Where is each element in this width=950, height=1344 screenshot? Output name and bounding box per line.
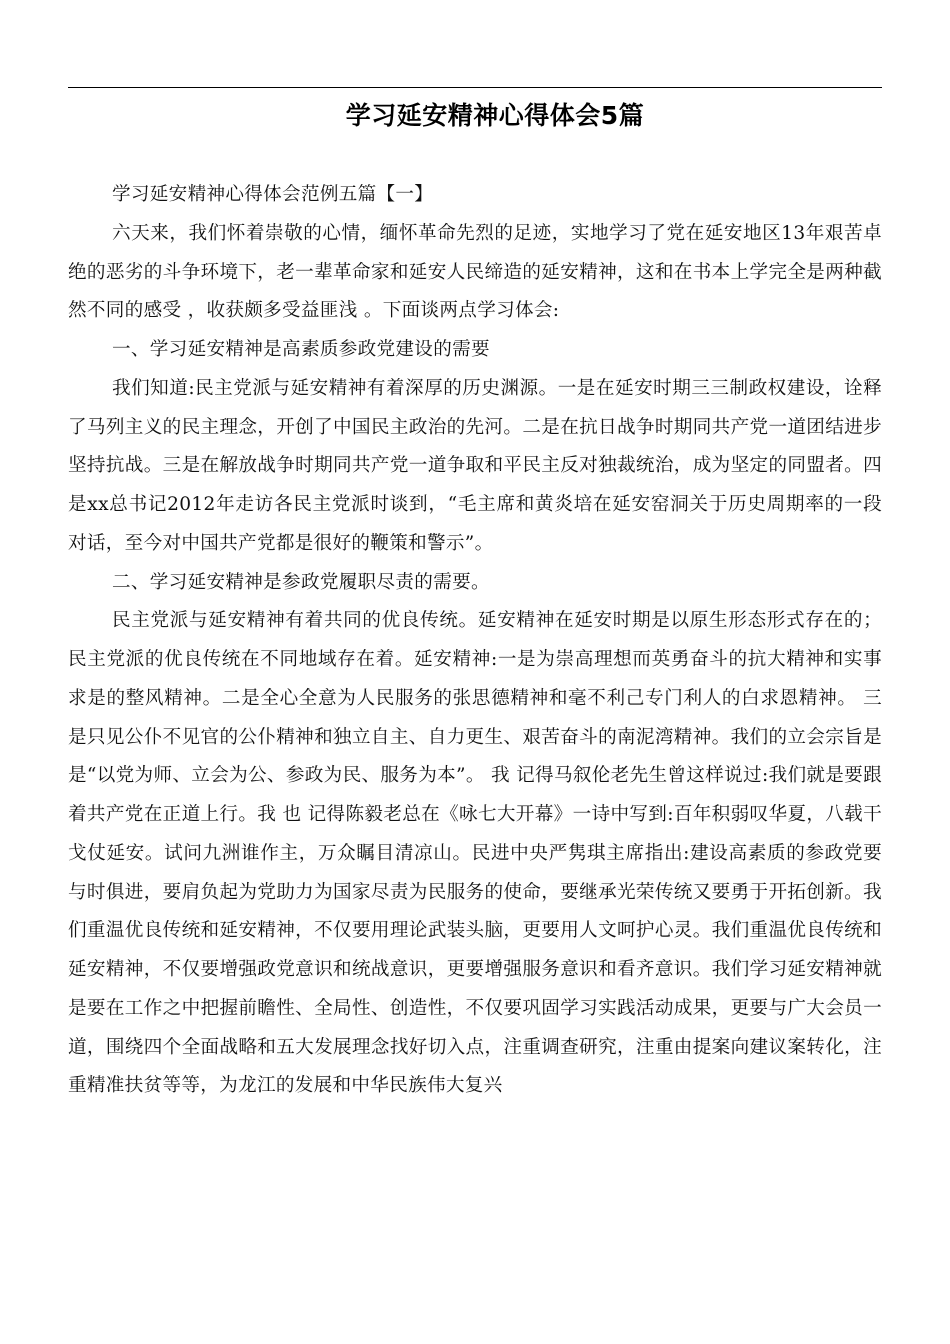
section-heading-point-one: 一、学习延安精神是高素质参政党建设的需要: [112, 339, 490, 360]
document-body: [68, 176, 882, 1106]
paragraph-intro: 六天来，我们怀着崇敬的心情，缅怀革命先烈的足迹，实地学习了党在延安地区13年艰苦卓绝的恶劣的斗争环境下，老一辈革命家和延安人民缔造的延安精神，这和在书本上学完全是两种截然不同的感受 ，收获颇多受益匪浅 。下面谈两点学习体会:: [68, 222, 882, 322]
document-title: 学习延安精神心得体会5篇: [345, 101, 645, 130]
paragraph-point-one: 我们知道:民主党派与延安精神有着深厚的历史渊源。一是在延安时期三三制政权建设，诠释了马列主义的民主理念，开创了中国民主政治的先河。二是在抗日战争时期同共产党一道团结进步坚持抗战。三是在解放战争时期同共产党一道争取和平民主反对独裁统治，成为坚定的同盟者。四是xx总书记2012年走访各民主党派时谈到，“毛主席和黄炎培在延安窑洞关于历史周期率的一段对话，至今对中国共产党都是很好的鞭策和警示”。: [68, 377, 882, 554]
section-heading-point-two: 二、学习延安精神是参政党履职尽责的需要。: [112, 571, 490, 593]
section-heading-example-one: 学习延安精神心得体会范例五篇【一】: [112, 184, 434, 205]
header-rule: [68, 87, 882, 88]
paragraph-point-two: 民主党派与延安精神有着共同的优良传统。延安精神在延安时期是以原生形态形式存在的；民主党派的优良传统在不同地域存在着。延安精神:一是为崇高理想而英勇奋斗的抗大精神和实事求是的整风精神。二是全心全意为人民服务的张思德精神和毫不利己专门利人的白求恩精神。 三是只见公仆不见官的公仆精神和独立自主、自力更生、艰苦奋斗的南泥湾精神。我们的立会宗旨是是“以党为师、立会为公、参政为民、服务为本”。 我 记得马叙伦老先生曾这样说过:我们就是要跟着共产党在正道上行。我 也 记得陈毅老总在《咏七大开幕》一诗中写到:百年积弱叹华夏，八载干戈仗延安。试问九洲谁作主，万众瞩目清凉山。民进中央严隽琪主席指出:建设高素质的参政党要与时俱进，要肩负起为党助力为国家尽责为民服务的使命，要继承光荣传统又要勇于开拓创新。我们重温优良传统和延安精神，不仅要用理论武装头脑，更要用人文呵护心灵。我们重温优良传统和延安精神，不仅要增强政党意识和统战意识，更要增强服务意识和看齐意识。我们学习延安精神就是要在工作之中把握前瞻性、全局性、创造性，不仅要巩固学习实践活动成果，更要与广大会员一道，围绕四个全面战略和五大发展理念找好切入点，注重调查研究，注重由提案向建议案转化，注重精准扶贫等等，为龙江的发展和中华民族伟大复兴: [68, 610, 882, 1097]
